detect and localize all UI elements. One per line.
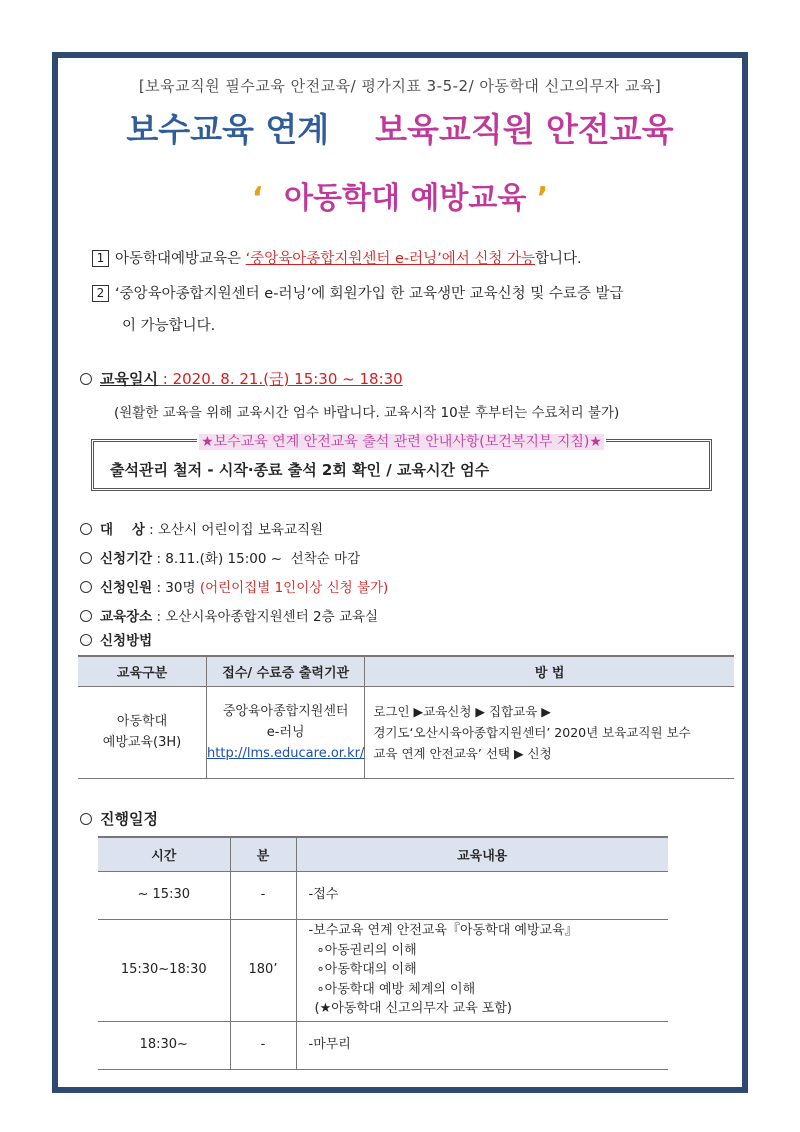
table-header: 시간 (98, 837, 230, 871)
list-item: ∘아동학대 예방 체계의 이해 (316, 981, 476, 997)
circle-bullet-icon (80, 523, 92, 535)
table-header: 접수/ 수료증 출력기관 (207, 656, 365, 686)
table-header: 분 (230, 837, 296, 871)
sub-title (58, 173, 742, 217)
table-header-row (98, 837, 668, 871)
info-period: 신청기간 : 8.11.(화) 15:00 ~ 선착순 마감 (80, 547, 360, 567)
method-table (78, 655, 734, 779)
schedule-value: 2020. 8. 21.(금) 15:30 ~ 18:30 (172, 370, 403, 388)
schedule-note: (원활한 교육을 위해 교육시간 엄수 바랍니다. 교육시작 10분 후부터는 수료처리 불가) (114, 405, 620, 421)
info-place: 교육장소 : 오산시육아종합지원센터 2층 교육실 (80, 605, 378, 625)
list-item: (★아동학대 신고의무자 교육 포함) (314, 1001, 512, 1017)
note-2-line2: 이 가능합니다. (122, 318, 216, 334)
table-row (78, 686, 734, 778)
table-header: 교육내용 (296, 837, 668, 871)
attendance-title: ★보수교육 연계 안전교육 출석 관련 안내사항(보건복지부 지침)★ (94, 431, 709, 451)
subtitle-text: 아동학대 예방교육 (284, 181, 527, 216)
info-count: 신청인원 : 30명 (어린이집별 1인이상 신청 불가) (80, 576, 388, 596)
schedule-label: 교육일시 (100, 370, 158, 388)
educare-link[interactable]: http://lms.educare.or.kr/ (207, 745, 365, 761)
circle-bullet-icon (80, 581, 92, 593)
table-header: 교육구분 (78, 656, 207, 686)
method-cell: 로그인 ▶교육신청 ▶ 집합교육 ▶ 경기도‘오산시육아종합지원센터’ 2020년 보육교직원 보수 교육 연계 안전교육’ 선택 ▶ 신청 (365, 686, 734, 778)
schedule-line: 교육일시 : 2020. 8. 21.(금) 15:30 ~ 18:30 (80, 368, 403, 389)
info-method: 신청방법 (80, 629, 152, 649)
table-header-row (78, 656, 734, 686)
main-title (58, 104, 742, 151)
top-caption: [보육교직원 필수교육 안전교육/ 평가지표 3-5-2/ 아동학대 신고의무자 교육] (138, 77, 662, 95)
note-number-1: 1 (92, 250, 109, 267)
note-highlight: ‘중앙육아종합지원센터 e-러닝’에서 신청 가능 (245, 251, 535, 267)
open-quote: ‘ (251, 181, 264, 216)
document-frame (52, 52, 748, 1093)
attendance-notice-box (91, 434, 712, 491)
list-item: ∘아동학대의 이해 (316, 962, 417, 978)
circle-bullet-icon (80, 813, 92, 825)
close-quote: ’ (536, 181, 549, 216)
progress-heading: 진행일정 (80, 808, 158, 829)
table-row: 15:30~18:30 180’ -보수교육 연계 안전교육『아동학대 예방교육』 ∘아동권리의 이해 ∘아동학대의 이해 ∘아동학대 예방 체계의 이해 (★아동학대 신고의무자 교육 포함) (98, 919, 668, 1021)
circle-bullet-icon (80, 610, 92, 622)
title-part2: 보육교직원 안전교육 (375, 110, 674, 149)
title-part1: 보수교육 연계 (126, 110, 330, 149)
note-number-2: 2 (92, 285, 109, 302)
table-row: ~ 15:30 - -접수 (98, 871, 668, 919)
progress-table (98, 836, 668, 1070)
note-2: 2 ‘중앙육아종합지원센터 e-러닝’에 회원가입 한 교육생만 교육신청 및 수료증 발급 (92, 282, 623, 303)
count-note: (어린이집별 1인이상 신청 불가) (199, 580, 389, 596)
circle-bullet-icon (80, 634, 92, 646)
table-header: 방 법 (365, 656, 734, 686)
circle-bullet-icon (80, 552, 92, 564)
list-item: ∘아동권리의 이해 (316, 942, 417, 958)
org-cell: 중앙육아종합지원센터 e-러닝 http://lms.educare.or.kr/ (207, 686, 365, 778)
note-1: 1 아동학대예방교육은 ‘중앙육아종합지원센터 e-러닝’에서 신청 가능합니다. (92, 247, 582, 268)
attendance-text: 출석관리 철저 - 시작·종료 출석 2회 확인 / 교육시간 엄수 (110, 461, 490, 479)
info-target: 대 상 : 오산시 어린이집 보육교직원 (80, 518, 323, 538)
course-cell: 아동학대 예방교육(3H) (78, 686, 207, 778)
table-row: 18:30~ - -마무리 (98, 1021, 668, 1069)
circle-bullet-icon (80, 373, 92, 385)
